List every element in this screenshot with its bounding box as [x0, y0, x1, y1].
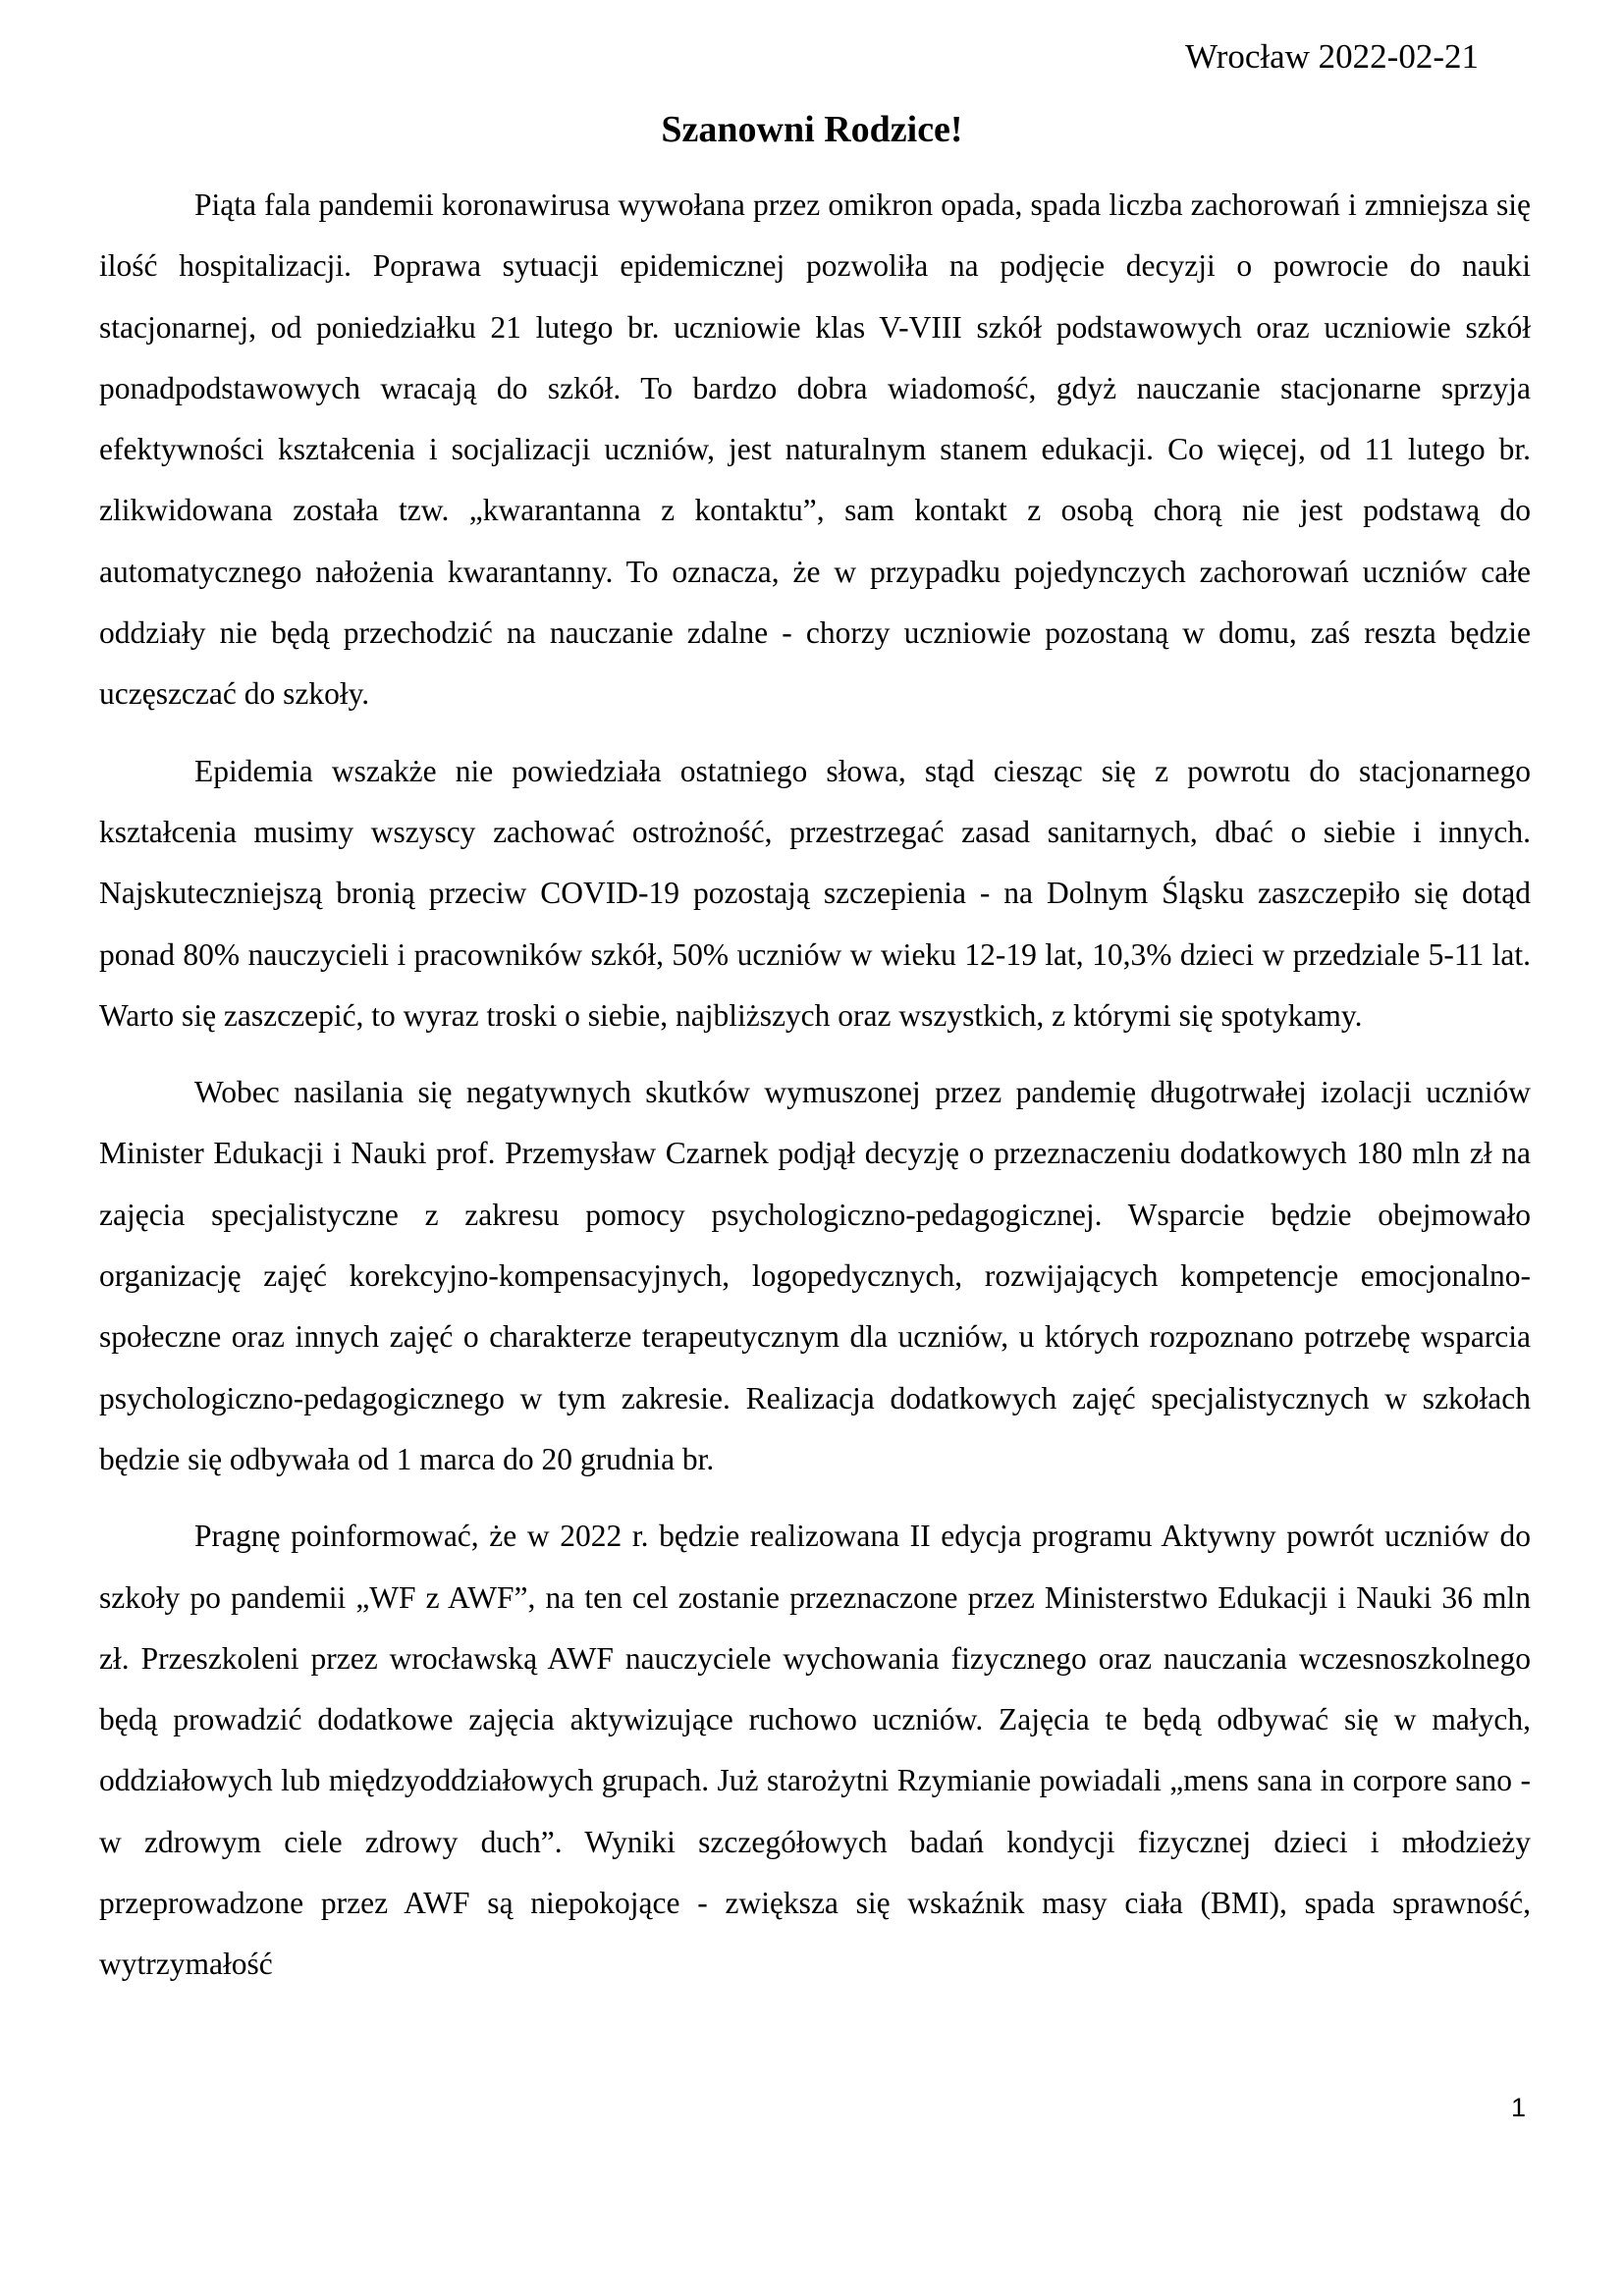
letter-body	[99, 175, 1531, 2011]
page-number: 1	[1510, 2093, 1526, 2122]
paragraph-pandemic-situation: Piąta fala pandemii koronawirusa wywołana przez omikron opada, spada liczba zachorowań i zmniejsza się ilość hospitalizacji. Poprawa sytuacji epidemicznej pozwoliła na podjęcie decyzji o powrocie do nauki stacjonarnej, od poniedziałku 21 lutego br. uczniowie klas V-VIII szkół podstawowych oraz uczniowie szkół ponadpodstawowych wracają do szkół. To bardzo dobra wiadomość, gdyż nauczanie stacjonarne sprzyja efektywności kształcenia i socjalizacji uczniów, jest naturalnym stanem edukacji. Co więcej, od 11 lutego br. zlikwidowana została tzw. „kwarantanna z kontaktu”, sam kontakt z osobą chorą nie jest podstawą do automatycznego nałożenia kwarantanny. To oznacza, że w przypadku pojedynczych zachorowań uczniów całe oddziały nie będą przechodzić na nauczanie zdalne - chorzy uczniowie pozostaną w domu, zaś reszta będzie uczęszczać do szkoły.	[99, 187, 1531, 712]
paragraph-specialist-support: Wobec nasilania się negatywnych skutków wymuszonej przez pandemię długotrwałej izolacji uczniów Minister Edukacji i Nauki prof. Przemysław Czarnek podjął decyzję o przeznaczeniu dodatkowych 180 mln zł na zajęcia specjalistyczne z zakresu pomocy psychologiczno-pedagogicznej. Wsparcie będzie obejmowało organizację zajęć korekcyjno-kompensacyjnych, logopedycznych, rozwijających kompetencje emocjonalno-społeczne oraz innych zajęć o charakterze terapeutycznym dla uczniów, u których rozpoznano potrzebę wsparcia psychologiczno-pedagogicznego w tym zakresie. Realizacja dodatkowych zajęć specjalistycznych w szkołach będzie się odbywała od 1 marca do 20 grudnia br.	[99, 1075, 1531, 1476]
paragraph-vaccination: Epidemia wszakże nie powiedziała ostatniego słowa, stąd ciesząc się z powrotu do stacjonarnego kształcenia musimy wszyscy zachować ostrożność, przestrzegać zasad sanitarnych, dbać o siebie i innych. Najskuteczniejszą bronią przeciw COVID-19 pozostają szczepienia - na Dolnym Śląsku zaszczepiło się dotąd ponad 80% nauczycieli i pracowników szkół, 50% uczniów w wieku 12-19 lat, 10,3% dzieci w przedziale 5-11 lat. Warto się zaszczepić, to wyraz troski o siebie, najbliższych oraz wszystkich, z którymi się spotykamy.	[99, 753, 1531, 1033]
letter-title: Szanowni Rodzice!	[661, 109, 963, 150]
letter-date: Wrocław 2022-02-21	[1185, 37, 1479, 76]
paragraph-wf-z-awf: Pragnę poinformować, że w 2022 r. będzie realizowana II edycja programu Aktywny powrót uczniów do szkoły po pandemii „WF z AWF”, na ten cel zostanie przeznaczone przez Ministerstwo Edukacji i Nauki 36 mln zł. Przeszkoleni przez wrocławską AWF nauczyciele wychowania fizycznego oraz nauczania wczesnoszkolnego będą prowadzić dodatkowe zajęcia aktywizujące ruchowo uczniów. Zajęcia te będą odbywać się w małych, oddziałowych lub międzyoddziałowych grupach. Już starożytni Rzymianie powiadali „mens sana in corpore sano - w zdrowym ciele zdrowy duch”. Wyniki szczegółowych badań kondycji fizycznej dzieci i młodzieży przeprowadzone przez AWF są niepokojące - zwiększa się wskaźnik masy ciała (BMI), spada sprawność, wytrzymałość	[99, 1519, 1531, 1982]
